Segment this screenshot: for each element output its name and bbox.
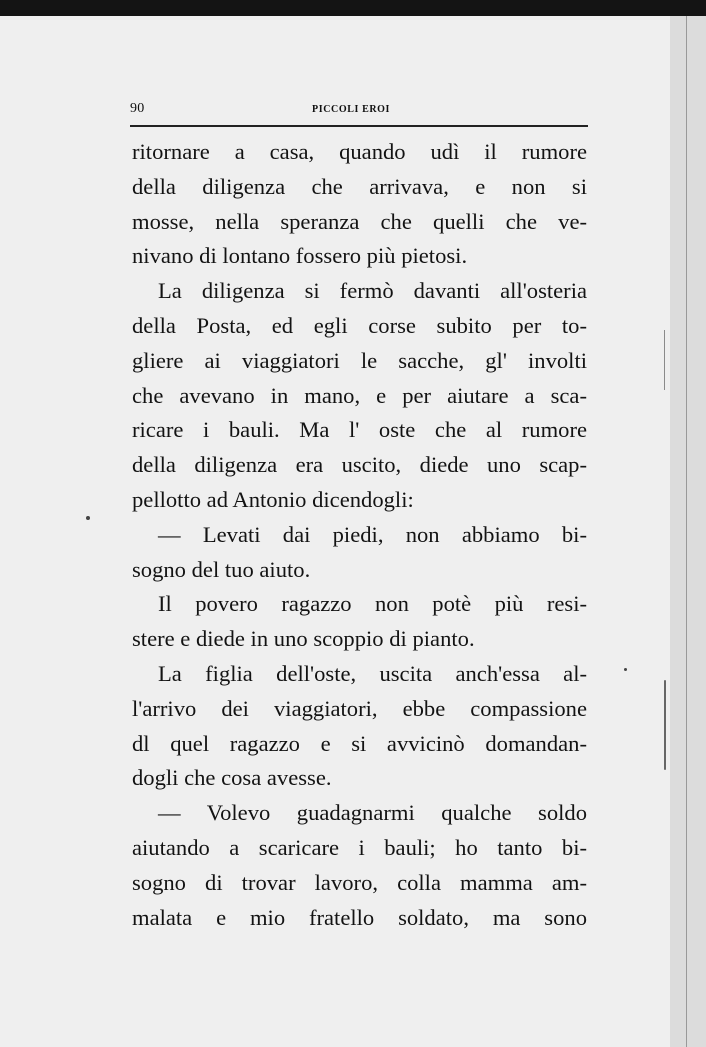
text-line: La diligenza si fermò davanti all'osteria [158,278,587,304]
text-line: l'arrivo dei viaggiatori, ebbe compassione [132,695,587,721]
header-rule [130,125,588,127]
text-line: gliere ai viaggiatori le sacche, gl' involti [132,347,587,373]
text-line: della diligenza era uscito, diede uno scap- [132,452,587,478]
text-line: stere e diede in uno scoppio di pianto. [132,626,475,652]
text-line: mosse, nella speranza che quelli che ve- [132,208,587,234]
text-line: — Volevo guadagnarmi qualche soldo [158,800,587,826]
text-line: dl quel ragazzo e si avvicinò domandan- [132,730,587,756]
text-line: sogno di trovar lavoro, colla mamma am- [132,869,587,895]
paper-speck [664,330,665,390]
text-line: sogno del tuo aiuto. [132,556,311,582]
text-line: dogli che cosa avesse. [132,765,332,791]
text-line: malata e mio fratello soldato, ma sono [132,904,587,930]
text-line: ricare i bauli. Ma l' oste che al rumore [132,417,587,443]
text-line: ritornare a casa, quando udì il rumore [132,139,587,164]
text-line: aiutando a scaricare i bauli; ho tanto bi- [132,834,587,860]
scan-right-margin [670,16,706,1047]
scan-top-border [0,0,706,16]
text-line: nivano di lontano fossero più pietosi. [132,243,468,269]
text-line: che avevano in mano, e per aiutare a sca- [132,382,587,408]
page-edge-line [686,16,687,1047]
running-title: PICCOLI EROI [312,104,391,115]
text-line: La figlia dell'oste, uscita anch'essa al- [158,660,587,686]
body-text [132,135,587,935]
paper-speck [664,680,666,770]
page-number: 90 [130,101,145,116]
text-line: della diligenza che arrivava, e non si [132,173,587,199]
text-line: — Levati dai piedi, non abbiamo bi- [158,521,587,547]
text-line: pellotto ad Antonio dicendogli: [132,486,414,512]
text-line: Il povero ragazzo non potè più resi- [158,591,587,617]
text-line: della Posta, ed egli corse subito per to- [132,312,587,338]
paper-speck [86,516,90,520]
paper-speck [624,668,627,671]
